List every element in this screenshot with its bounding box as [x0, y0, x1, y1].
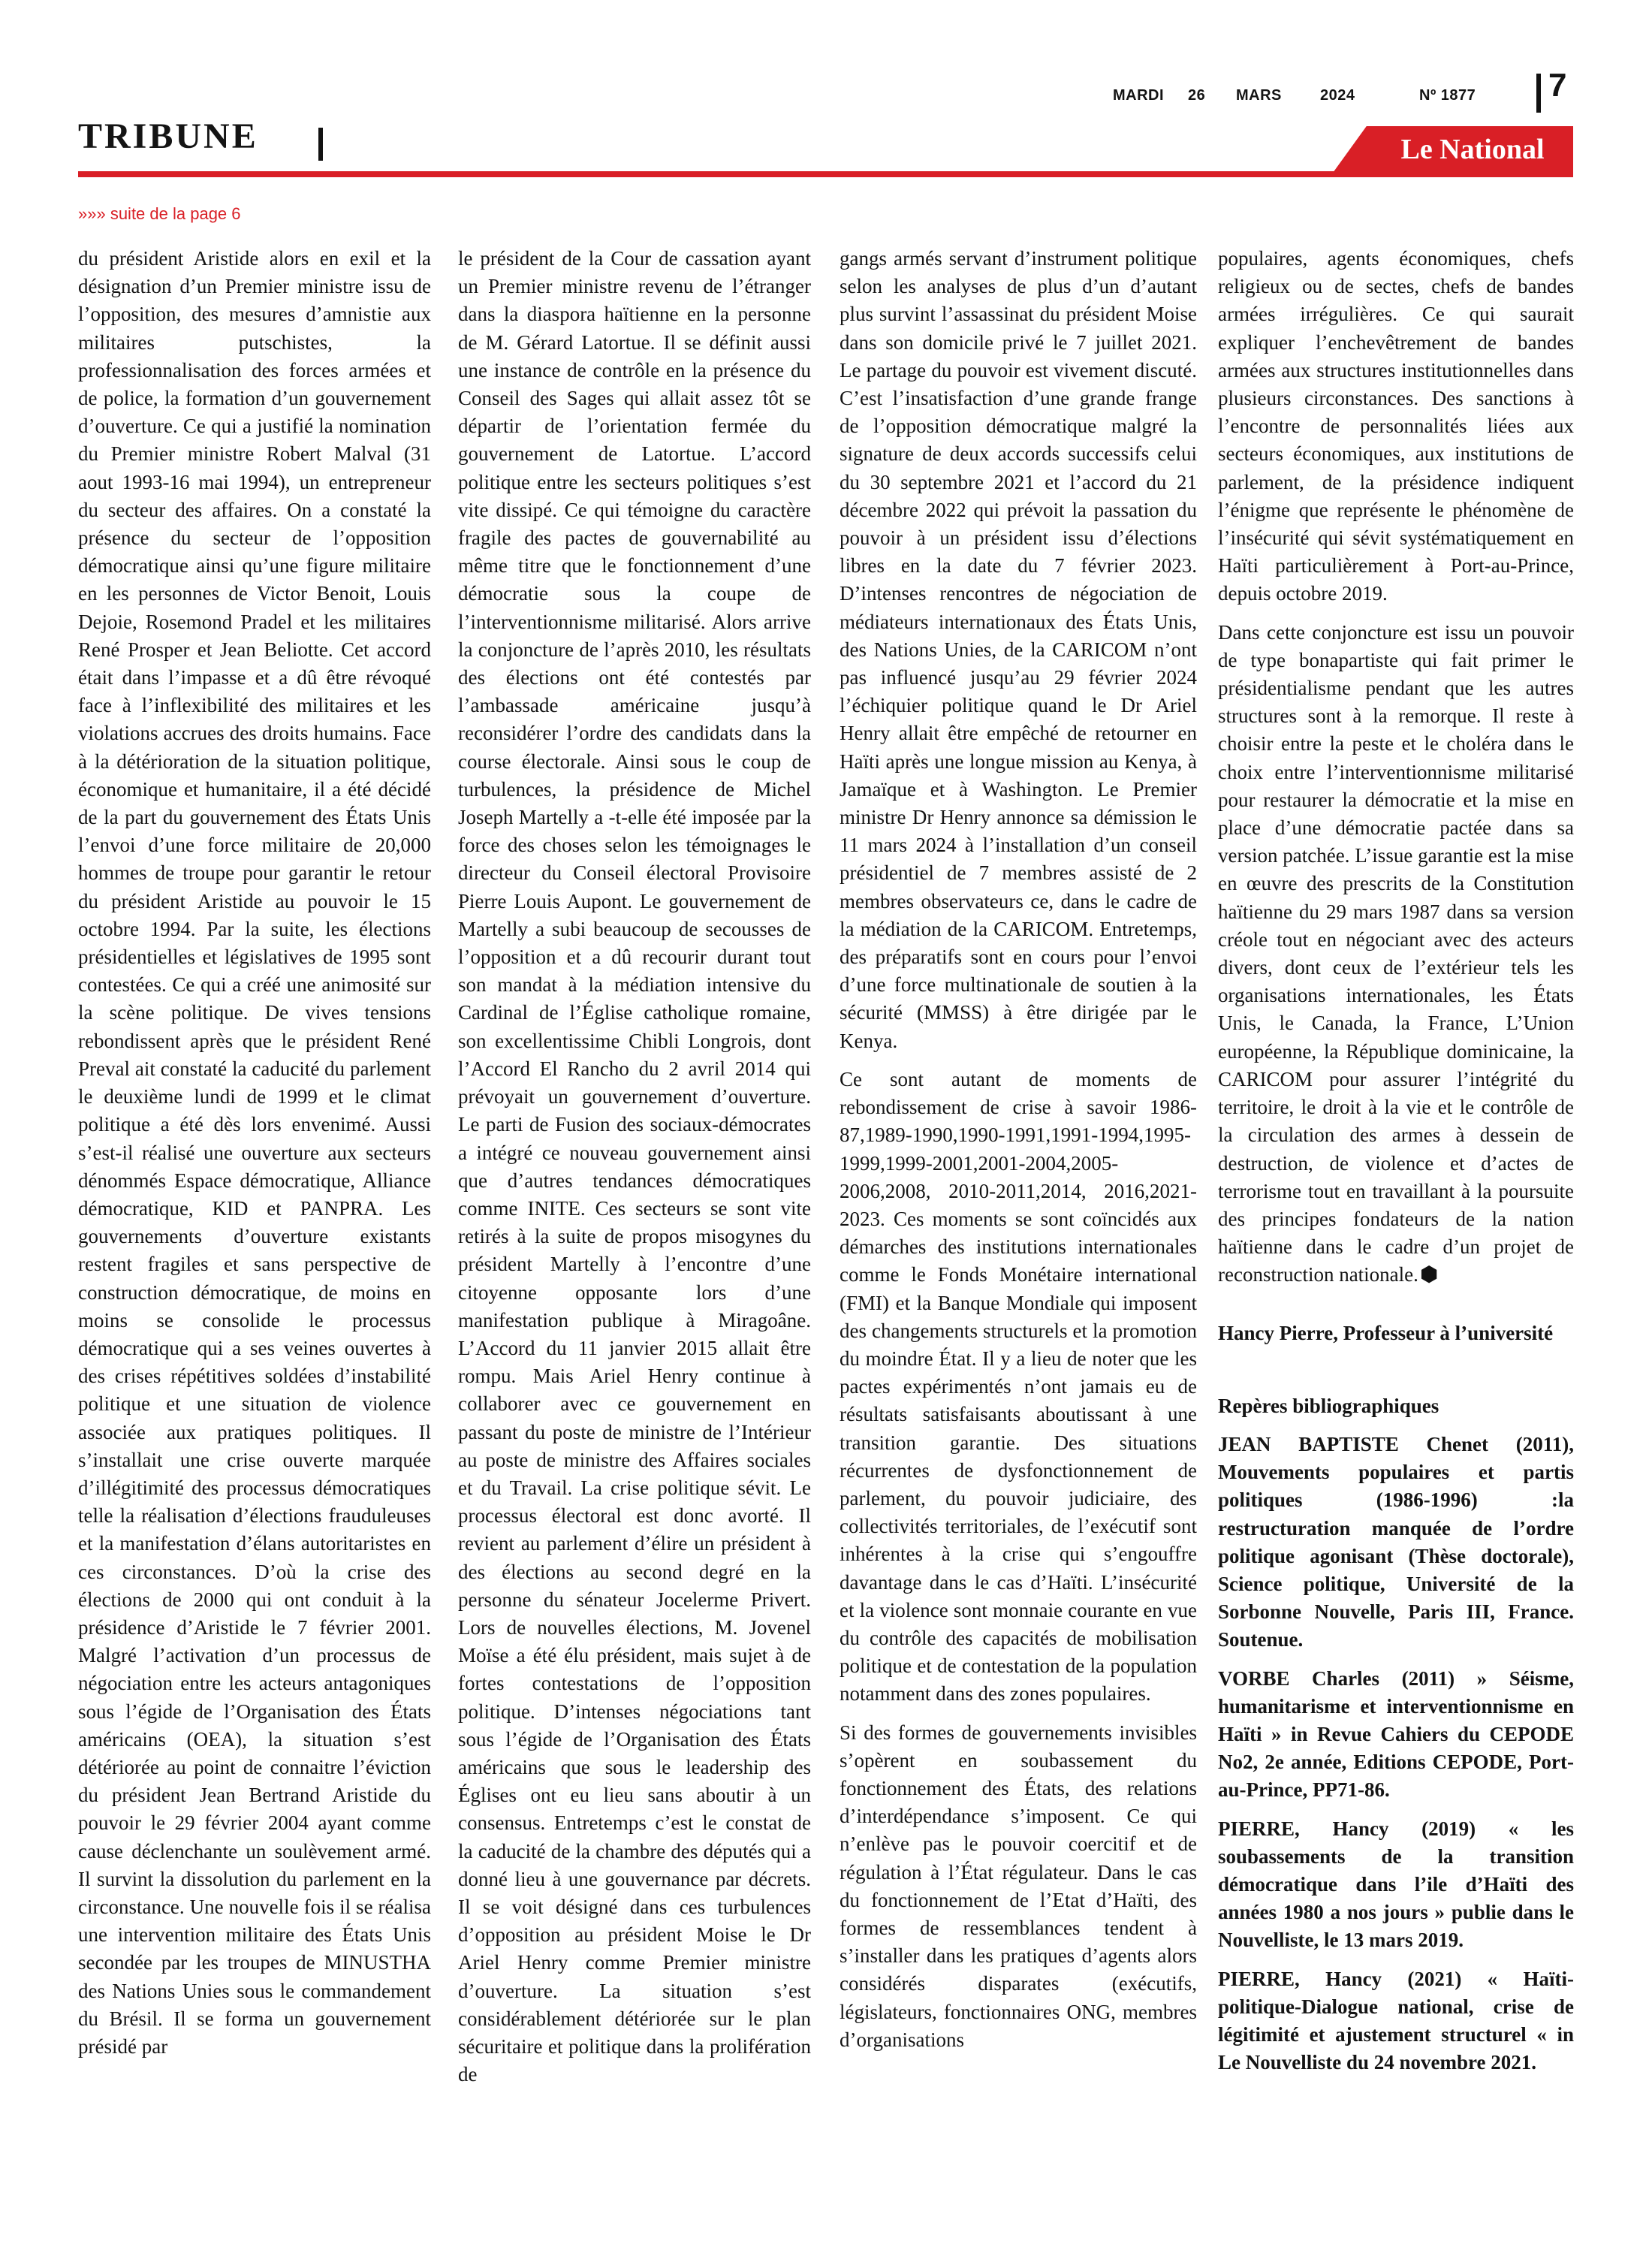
article-paragraph: populaires, agents économiques, chefs religieux ou de sectes, chefs de bandes armées irrégulières. Ce qui saurait expliquer l’enchevêtrement de bandes armées aux structures institutionnelles dans plusieurs circonstances. Des sanctions à l’encontre de personnalités liées aux secteurs économiques, aux institutions de parlement, de la présidence indiquent l’énigme que représente le phénomène de l’insécurité qui sévit systématiquement en Haïti particulièrement à Port-au-Prince, depuis octobre 2019.	[1218, 247, 1574, 605]
article-paragraph: le président de la Cour de cassation ayant un Premier ministre revenu de l’étranger dans la diaspora haïtienne en la personne de M. Gérard Latortue. Il se définit aussi une instance de contrôle en la présence du Conseil des Sages qui allait assez tôt se départir de l’orientation fermée du gouvernement de Latortue. L’accord politique entre les secteurs politiques s’est vite dissipé. Ce qui témoigne du caractère fragile des pactes de gouvernabilité au même titre que le fonctionnement d’une démocratie sous la coupe de l’interventionnisme militarisé. Alors arrive la conjoncture de l’après 2010, les résultats des élections ont été contestés par l’ambassade américaine jusqu’à reconsidérer l’ordre des candidats dans la course électorale. Ainsi sous le coup de turbulences, la présidence de Michel Joseph Martelly a -t-elle été imposée par la force des choses selon les témoignages le directeur du Conseil électoral Provisoire Pierre Louis Aupont. Le gouvernement de Martelly a subi beaucoup de secousses de l’opposition et a dû recourir durant tout son mandat à la médiation intensive du Cardinal de l’Église catholique romaine, son excellentissime Chibli Longrois, dont l’Accord El Rancho du 2 avril 2014 qui prévoyait un gouvernement d’ouverture. Le parti de Fusion des sociaux-démocrates a intégré ce nouveau gouvernement ainsi que d’autres tendances démocratiques comme INITE. Ces secteurs se sont vite retirés à la suite de propos misogynes du président Martelly à l’encontre d’une citoyenne opposante lors d’une manifestation publique à Miragoâne. L’Accord du 11 janvier 2015 allait être rompu. Mais Ariel Henry continue à collaborer avec ce gouvernement en passant du poste de ministre de l’Intérieur au poste de ministre des Affaires sociales et du Travail. La crise politique sévit. Le processus électoral est donc avorté. Il revient au parlement d’élire un président à des élections au second degré en la personne du sénateur Jocelerme Privert. Lors de nouvelles élections, M. Jovenel Moïse a été élu président, mais sujet à de fortes contestations de l’opposition politique. D’intenses négociations tant sous l’égide de l’Organisation des États américains que sous le leadership des Églises ont eu lieu sans aboutir à un consensus. Entretemps c’est le constat de la caducité de la chambre des députés qui a donné lieu à une gouvernance par décrets. Il se voit désigné dans ces turbulences d’opposition au président Moise le Dr Ariel Henry comme Premier ministre d’ouverture. La situation s’est considérablement détériorée sur le plan sécuritaire et politique dans la prolifération de	[458, 247, 811, 2086]
end-of-article-icon: ⬢	[1419, 1263, 1439, 1287]
header-rule	[78, 171, 1573, 177]
article-paragraph: Si des formes de gouvernements invisibles s’opèrent en soubassement du fonctionnement des États, des relations d’interdépendance s’imposent. Ce qui n’enlève pas le pouvoir coercitif et de régulation à l’État régulateur. Dans le cas du fonctionnement de l’Etat d’Haïti, des formes de ressemblances tendent à s’installer dans les pratiques d’agents alors considérés disparates (exécutifs, législateurs, fonctionnaires ONG, membres d’organisations	[840, 1721, 1197, 2051]
references-heading: Repères bibliographiques	[1218, 1394, 1439, 1417]
date-number: 26	[1188, 87, 1206, 104]
issue-number: Nº 1877	[1419, 87, 1476, 104]
article-paragraph: gangs armés servant d’instrument politique selon les analyses de plus d’un d’autant plus survint l’assassinat du président Moise dans son domicile privé le 7 juillet 2021. Le partage du pouvoir est vivement discuté. C’est l’insatisfaction d’une grande frange de l’opposition démocratique malgré la signature de deux accords successifs celui du 30 septembre 2021 et l’accord du 21 décembre 2022 qui prévoit la passation du pouvoir à un président issu d’élections libres en la date du 7 février 2023. D’intenses rencontres de négociation de médiateurs internationaux des États Unis, des Nations Unies, de la CARICOM n’ont pas influencé jusqu’au 29 février 2024 l’échiquier politique quand le Dr Ariel Henry allait être empêché de retourner en Haïti après une longue mission au Kenya, à Jamaïque et à Washington. Le Premier ministre Dr Henry annonce sa démission le 11 mars 2024 à l’installation d’un conseil présidentiel de 7 membres assisté de 2 membres observateurs ce, dans le cadre de la médiation de la CARICOM. Entretemps, des préparatifs sont en cours pour l’envoi d’une force multinationale de soutien à la sécurité (MMSS) à être dirigée par le Kenya.	[840, 247, 1197, 1052]
continued-from-label: »»» suite de la page 6	[78, 204, 241, 223]
article-column-1	[78, 245, 431, 2061]
section-divider	[318, 128, 323, 161]
article-column-4	[1218, 245, 1574, 2087]
reference-item: PIERRE, Hancy (2021) « Haïti-politique-Dialogue national, crise de légitimité et ajustement structurel « in Le Nouvelliste du 24 novembre 2021.	[1218, 1967, 1574, 2074]
article-paragraph: Ce sont autant de moments de rebondissement de crise à savoir 1986-87,1989-1990,1990-1991,1991-1994,1995-1999,1999-2001,2001-2004,2005-2006,2008, 2010-2011,2014, 2016,2021-2023. Ces moments se sont coïncidés aux démarches des institutions internationales comme le Fonds Monétaire international (FMI) et la Banque Mondiale qui imposent des changements structurels et la promotion du moindre État. Il y a lieu de noter que les pactes expérimentés n’ont jamais eu de résultats satisfaisants aboutissant à une transition garantie. Des situations récurrentes de dysfonctionnement de parlement, du pouvoir judiciaire, des collectivités territoriales, de l’exécutif sont inhérentes à la crise qui s’engouffre davantage dans le cas d’Haïti. L’insécurité et la violence sont monnaie courante en vue du contrôle des capacités de mobilisation politique et de contestation de la population notamment dans des zones populaires.	[840, 1067, 1197, 1706]
page-number: 7	[1548, 67, 1567, 104]
date-month: MARS	[1236, 87, 1282, 104]
article-column-3	[840, 245, 1197, 2054]
date-day: MARDI	[1113, 87, 1165, 104]
article-paragraph	[1218, 619, 1574, 1289]
article-column-2	[458, 245, 811, 2089]
reference-item: JEAN BAPTISTE Chenet (2011), Mouvements populaires et partis politiques (1986-1996) :la restructuration manquée de l’ordre politique agonisant (Thèse doctorale), Science politique, Université de la Sorbonne Nouvelle, Paris III, France. Soutenue.	[1218, 1432, 1574, 1651]
newspaper-logo: Le National	[1400, 134, 1545, 165]
section-title: TRIBUNE	[78, 116, 258, 156]
header-divider	[1536, 74, 1541, 113]
reference-item: PIERRE, Hancy (2019) « les soubassements de la transition démocratique dans l’ile d’Haïti des années 1980 a nos jours » publie dans le Nouvelliste, le 13 mars 2019.	[1218, 1817, 1574, 1952]
article-paragraph: du président Aristide alors en exil et la désignation d’un Premier ministre issu de l’opposition, des mesures d’amnistie aux militaires putschistes, la professionnalisation des forces armées et de police, la formation d’un gouvernement d’ouverture. Ce qui a justifié la nomination du Premier ministre Robert Malval (31 aout 1993-16 mai 1994), un entrepreneur du secteur des affaires. On a constaté la présence du secteur de l’opposition démocratique ainsi qu’une figure militaire en les personnes de Victor Benoit, Louis Dejoie, Rosemond Pradel et les militaires René Prosper et Jean Beliotte. Cet accord était dans l’impasse et a dû être révoqué face à l’inflexibilité des militaires et les violations accrues des droits humains. Face à la détérioration de la situation politique, économique et humanitaire, il a été décidé de la part du gouvernement des États Unis l’envoi d’une force militaire de 20,000 hommes de troupe pour garantir le retour du président Aristide au pouvoir le 15 octobre 1994. Par la suite, les élections présidentielles et législatives de 1995 sont contestées. Ce qui a créé une animosité sur la scène politique. De vives tensions rebondissent après que le président René Preval ait constaté la caducité du parlement le deuxième lundi de 1999 et le climat politique a été dès lors envenimé. Aussi s’est-il réalisé une ouverture aux secteurs dénommés Espace démocratique, Alliance démocratique, KID et PANPRA. Les gouvernements d’ouverture existants restent fragiles et sans perspective de construction démocratique, de moins en moins se consolide le processus démocratique qui a ses veines ouvertes à des crises répétitives soldées d’instabilité politique et une situation de violence associée aux pratiques politiques. Il s’installait une crise ouverte marquée d’illégitimité des processus démocratiques telle la réalisation d’élections frauduleuses et la manifestation d’élans autoritaristes en ces circonstances. D’où la crise des élections de 2000 qui ont conduit à la présidence d’Aristide le 7 février 2001. Malgré l’activation d’un processus de négociation entre les acteurs antagoniques sous l’égide de l’Organisation des États américains (OEA), la situation s’est détériorée au point de connaitre l’éviction du président Jean Bertrand Aristide du pouvoir le 29 février 2004 ayant comme cause déclenchante un soulèvement armé. Il survint la dissolution du parlement en la circonstance. Une nouvelle fois il se réalisa une intervention militaire des États Unis secondée par les troupes de MINUSTHA des Nations Unies sous le commandement du Brésil. Il se forma un gouvernement présidé par	[78, 247, 431, 2058]
dateline	[1113, 87, 1503, 111]
author-byline: Hancy Pierre, Professeur à l’université	[1218, 1321, 1554, 1344]
reference-item: VORBE Charles (2011) » Séisme, humanitarisme et interventionnisme en Haïti » in Revue Cahiers du CEPODE No2, 2e année, Editions CEPODE, Port-au-Prince, PP71-86.	[1218, 1666, 1574, 1802]
date-year: 2024	[1320, 87, 1355, 104]
article-closing-text: Dans cette conjoncture est issu un pouvoir de type bonapartiste qui fait primer le présidentialisme pendant que les autres structures sont à la remorque. Il reste à choisir entre la peste et le choléra dans le choix entre l’interventionnisme militarisé pour restaurer la démocratie et la mise en place d’une démocratie pactée dans sa version patchée. L’issue garantie est la mise en œuvre des prescrits de la Constitution haïtienne du 29 mars 1987 dans sa version créole tout en négociant avec des acteurs divers, dont ceux de l’extérieur tels les organisations internationales, les États Unis, le Canada, la France, L’Union européenne, la République dominicaine, la CARICOM pour assurer l’intégrité du territoire, le droit à la vie et le contrôle de la circulation des armes à dessein de destruction, de violence et d’actes de terrorisme tout en travaillant à la poursuite des principes fondateurs de la nation haïtienne dans le cadre d’un projet de reconstruction nationale.	[1218, 620, 1574, 1286]
